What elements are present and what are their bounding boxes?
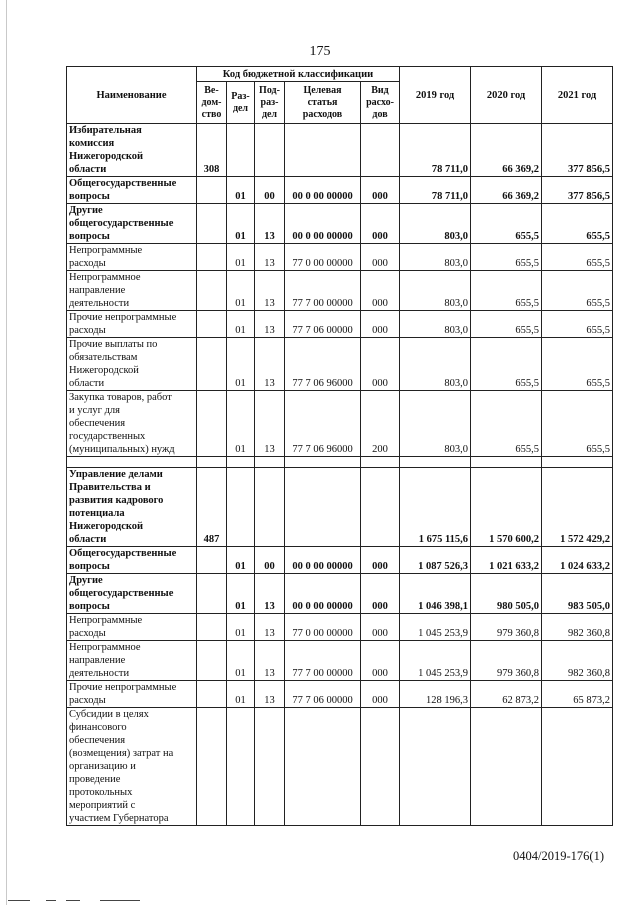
name-line: протокольных: [69, 787, 133, 798]
cell-vid: 000: [361, 614, 400, 641]
col-header-csr: [285, 82, 361, 124]
cell-2020: 655,5: [471, 391, 542, 457]
cell-2020: 655,5: [471, 311, 542, 338]
cell-razdel: 01: [227, 244, 255, 271]
cell-csr: 77 7 06 00000: [285, 681, 361, 708]
cell-razdel: 01: [227, 614, 255, 641]
cell-csr: 77 7 06 96000: [285, 338, 361, 391]
header-line: дел: [261, 108, 278, 120]
cell-2019: 1 675 115,6: [400, 468, 471, 547]
cell-2020: 655,5: [471, 244, 542, 271]
cell-vid: [361, 124, 400, 177]
name-line: расходы: [69, 258, 106, 269]
header-line: расхо-: [366, 96, 394, 108]
cell-vedomstvo: [197, 244, 227, 271]
cell-2019: 1 046 398,1: [400, 574, 471, 614]
header-line: Раз-: [231, 90, 250, 102]
cell-2020: 980 505,0: [471, 574, 542, 614]
cell-name: [67, 614, 197, 641]
page-number: 175: [309, 44, 331, 59]
page-edge-rule: [6, 0, 7, 905]
name-line: Избирательная: [69, 125, 142, 136]
col-header-podrazdel: [255, 82, 285, 124]
spacer-cell: [67, 457, 197, 468]
col-header-name: Наименование: [67, 67, 197, 124]
cell-vedomstvo: [197, 391, 227, 457]
cell-2019: 803,0: [400, 204, 471, 244]
name-line: (возмещения) затрат на: [69, 748, 174, 759]
name-line: проведение: [69, 774, 121, 785]
cell-2019: 803,0: [400, 338, 471, 391]
col-header-razdel: [227, 82, 255, 124]
name-line: направление: [69, 655, 126, 666]
spacer-cell: [400, 457, 471, 468]
name-line: обеспечения: [69, 735, 126, 746]
name-line: Прочие непрограммные: [69, 682, 177, 693]
table-row: [67, 124, 613, 177]
cell-csr: 77 7 06 00000: [285, 311, 361, 338]
cell-podrazdel: 13: [255, 574, 285, 614]
col-header-group: Код бюджетной классификации: [197, 67, 400, 82]
name-line: общегосударственные: [69, 588, 174, 599]
name-line: мероприятий с: [69, 800, 136, 811]
cell-vid: [361, 708, 400, 826]
name-line: области: [69, 378, 105, 389]
cell-razdel: [227, 468, 255, 547]
cell-podrazdel: 13: [255, 641, 285, 681]
cell-csr: 77 7 00 00000: [285, 641, 361, 681]
cell-razdel: 01: [227, 177, 255, 204]
header-line: дел: [232, 102, 249, 114]
cell-2019: 803,0: [400, 391, 471, 457]
cell-name: [67, 271, 197, 311]
cell-podrazdel: 13: [255, 271, 285, 311]
cell-csr: [285, 708, 361, 826]
cell-vedomstvo: [197, 708, 227, 826]
cell-name: [67, 124, 197, 177]
cell-podrazdel: 13: [255, 311, 285, 338]
name-line: направление: [69, 285, 126, 296]
name-line: Непрограммные: [69, 245, 143, 256]
table-row: [67, 311, 613, 338]
cell-name: [67, 681, 197, 708]
cell-csr: [285, 124, 361, 177]
cell-csr: 00 0 00 00000: [285, 547, 361, 574]
cell-razdel: 01: [227, 641, 255, 681]
cell-2020: 655,5: [471, 271, 542, 311]
name-line: вопросы: [69, 601, 110, 612]
cell-name: [67, 391, 197, 457]
cell-2021: 1 024 633,2: [542, 547, 613, 574]
cell-razdel: 01: [227, 681, 255, 708]
spacer-cell: [227, 457, 255, 468]
cell-2019: 1 045 253,9: [400, 641, 471, 681]
name-line: организацию и: [69, 761, 136, 772]
col-header-2020: 2020 год: [471, 67, 542, 124]
cell-razdel: [227, 708, 255, 826]
name-line: Общегосударственные: [69, 548, 177, 559]
spacer-row: [67, 457, 613, 468]
header-line: Целевая: [303, 84, 342, 96]
cell-csr: [285, 468, 361, 547]
name-line: вопросы: [69, 191, 110, 202]
cell-2019: 803,0: [400, 311, 471, 338]
cell-2021: 65 873,2: [542, 681, 613, 708]
cell-vedomstvo: [197, 311, 227, 338]
table-row: [67, 547, 613, 574]
name-line: Нижегородской: [69, 365, 139, 376]
cell-vedomstvo: [197, 547, 227, 574]
table-row: [67, 641, 613, 681]
name-line: Непрограммные: [69, 615, 143, 626]
cell-vid: 000: [361, 311, 400, 338]
cell-name: [67, 204, 197, 244]
cell-csr: 00 0 00 00000: [285, 574, 361, 614]
cell-podrazdel: [255, 708, 285, 826]
cell-2019: 803,0: [400, 271, 471, 311]
cell-vid: 200: [361, 391, 400, 457]
name-line: Нижегородской: [69, 521, 144, 532]
col-header-2021: 2021 год: [542, 67, 613, 124]
table-row: [67, 574, 613, 614]
cell-razdel: 01: [227, 547, 255, 574]
cell-2021: 655,5: [542, 244, 613, 271]
cell-2019: 803,0: [400, 244, 471, 271]
cell-2020: 66 369,2: [471, 124, 542, 177]
cell-name: [67, 311, 197, 338]
cell-2019: 78 711,0: [400, 124, 471, 177]
col-header-2019: 2019 год: [400, 67, 471, 124]
cell-2020: 655,5: [471, 338, 542, 391]
name-line: деятельности: [69, 298, 130, 309]
table-row: [67, 708, 613, 826]
name-line: Другие: [69, 575, 103, 586]
cell-vedomstvo: [197, 614, 227, 641]
cell-podrazdel: 00: [255, 547, 285, 574]
cell-podrazdel: [255, 468, 285, 547]
cell-razdel: 01: [227, 574, 255, 614]
header-line: ство: [201, 108, 222, 120]
cell-name: [67, 244, 197, 271]
cell-vid: 000: [361, 338, 400, 391]
cell-podrazdel: 13: [255, 391, 285, 457]
cell-vid: 000: [361, 547, 400, 574]
footer-scan-marks: [0, 900, 640, 903]
cell-podrazdel: 13: [255, 681, 285, 708]
col-header-vid: [361, 82, 400, 124]
name-line: участием Губернатора: [69, 813, 169, 824]
table-row: [67, 177, 613, 204]
name-line: обеспечения: [69, 418, 126, 429]
name-line: Непрограммное: [69, 642, 141, 653]
name-line: и услуг для: [69, 405, 120, 416]
cell-2019: 128 196,3: [400, 681, 471, 708]
cell-vedomstvo: [197, 271, 227, 311]
cell-2019: 1 087 526,3: [400, 547, 471, 574]
table-row: [67, 338, 613, 391]
cell-name: [67, 641, 197, 681]
cell-2021: [542, 708, 613, 826]
cell-vedomstvo: [197, 338, 227, 391]
name-line: расходы: [69, 695, 106, 706]
name-line: расходы: [69, 325, 106, 336]
name-line: общегосударственные: [69, 218, 174, 229]
cell-name: [67, 338, 197, 391]
cell-razdel: 01: [227, 271, 255, 311]
cell-name: [67, 177, 197, 204]
cell-csr: 00 0 00 00000: [285, 177, 361, 204]
name-line: финансового: [69, 722, 127, 733]
name-line: Прочие выплаты по: [69, 339, 158, 350]
name-line: Правительства и: [69, 482, 151, 493]
spacer-cell: [285, 457, 361, 468]
table-row: [67, 204, 613, 244]
cell-2019: 78 711,0: [400, 177, 471, 204]
name-line: развития кадрового: [69, 495, 164, 506]
name-line: обязательствам: [69, 352, 138, 363]
cell-podrazdel: 13: [255, 338, 285, 391]
cell-vedomstvo: [197, 641, 227, 681]
cell-vedomstvo: [197, 204, 227, 244]
cell-2020: 1 570 600,2: [471, 468, 542, 547]
name-line: области: [69, 534, 107, 545]
cell-podrazdel: 00: [255, 177, 285, 204]
cell-2019: 1 045 253,9: [400, 614, 471, 641]
name-line: Общегосударственные: [69, 178, 177, 189]
name-line: расходы: [69, 628, 106, 639]
header-line: дов: [372, 108, 388, 120]
cell-vid: [361, 468, 400, 547]
spacer-cell: [255, 457, 285, 468]
name-line: (муниципальных) нужд: [69, 444, 175, 455]
name-line: деятельности: [69, 668, 130, 679]
name-line: Другие: [69, 205, 103, 216]
name-line: Закупка товаров, работ: [69, 392, 172, 403]
spacer-cell: [361, 457, 400, 468]
cell-2020: [471, 708, 542, 826]
header-line: дом-: [201, 96, 222, 108]
cell-vedomstvo: [197, 177, 227, 204]
spacer-cell: [197, 457, 227, 468]
name-line: области: [69, 164, 107, 175]
cell-vid: 000: [361, 204, 400, 244]
cell-2021: 655,5: [542, 391, 613, 457]
cell-vedomstvo: 487: [197, 468, 227, 547]
name-line: потенциала: [69, 508, 125, 519]
name-line: Нижегородской: [69, 151, 144, 162]
cell-csr: 77 7 00 00000: [285, 271, 361, 311]
cell-2020: 979 360,8: [471, 641, 542, 681]
cell-name: [67, 468, 197, 547]
cell-vedomstvo: [197, 574, 227, 614]
cell-podrazdel: 13: [255, 614, 285, 641]
cell-2020: 655,5: [471, 204, 542, 244]
cell-razdel: 01: [227, 311, 255, 338]
header-line: Вид: [371, 84, 389, 96]
cell-2020: 62 873,2: [471, 681, 542, 708]
cell-csr: 77 7 06 96000: [285, 391, 361, 457]
spacer-cell: [542, 457, 613, 468]
cell-vedomstvo: 308: [197, 124, 227, 177]
name-line: вопросы: [69, 231, 110, 242]
cell-2021: 655,5: [542, 204, 613, 244]
col-header-vedomstvo: [197, 82, 227, 124]
table-row: [67, 614, 613, 641]
cell-2021: 655,5: [542, 338, 613, 391]
cell-podrazdel: 13: [255, 244, 285, 271]
cell-csr: 77 0 00 00000: [285, 614, 361, 641]
cell-2020: 66 369,2: [471, 177, 542, 204]
name-line: государственных: [69, 431, 146, 442]
cell-2021: 655,5: [542, 311, 613, 338]
cell-vid: 000: [361, 244, 400, 271]
cell-2021: 377 856,5: [542, 124, 613, 177]
table-row: [67, 271, 613, 311]
cell-2021: 1 572 429,2: [542, 468, 613, 547]
name-line: вопросы: [69, 561, 110, 572]
cell-vid: 000: [361, 177, 400, 204]
cell-2021: 982 360,8: [542, 641, 613, 681]
cell-vid: 000: [361, 271, 400, 311]
name-line: Прочие непрограммные: [69, 312, 177, 323]
cell-razdel: 01: [227, 391, 255, 457]
cell-vid: 000: [361, 641, 400, 681]
cell-2021: 982 360,8: [542, 614, 613, 641]
cell-vid: 000: [361, 681, 400, 708]
name-line: Непрограммное: [69, 272, 141, 283]
cell-csr: 00 0 00 00000: [285, 204, 361, 244]
cell-2020: 979 360,8: [471, 614, 542, 641]
cell-razdel: [227, 124, 255, 177]
cell-podrazdel: 13: [255, 204, 285, 244]
table-row: [67, 681, 613, 708]
name-line: Субсидии в целях: [69, 709, 149, 720]
budget-table: [66, 66, 613, 826]
cell-name: [67, 547, 197, 574]
cell-vedomstvo: [197, 681, 227, 708]
table-row: [67, 468, 613, 547]
cell-2021: 655,5: [542, 271, 613, 311]
name-line: Управление делами: [69, 469, 163, 480]
cell-name: [67, 708, 197, 826]
cell-csr: 77 0 00 00000: [285, 244, 361, 271]
header-line: раз-: [260, 96, 279, 108]
cell-2019: [400, 708, 471, 826]
header-line: Под-: [259, 84, 280, 96]
cell-2021: 377 856,5: [542, 177, 613, 204]
table-row: [67, 391, 613, 457]
cell-name: [67, 574, 197, 614]
cell-razdel: 01: [227, 204, 255, 244]
cell-2021: 983 505,0: [542, 574, 613, 614]
table-body: [67, 124, 613, 826]
cell-podrazdel: [255, 124, 285, 177]
cell-vid: 000: [361, 574, 400, 614]
header-line: статья: [307, 96, 338, 108]
budget-table-container: [66, 66, 612, 826]
cell-2020: 1 021 633,2: [471, 547, 542, 574]
header-line: Ве-: [204, 84, 219, 96]
document-code: 0404/2019-176(1): [513, 849, 604, 863]
name-line: комиссия: [69, 138, 115, 149]
header-line: расходов: [302, 108, 343, 120]
spacer-cell: [471, 457, 542, 468]
cell-razdel: 01: [227, 338, 255, 391]
table-row: [67, 244, 613, 271]
